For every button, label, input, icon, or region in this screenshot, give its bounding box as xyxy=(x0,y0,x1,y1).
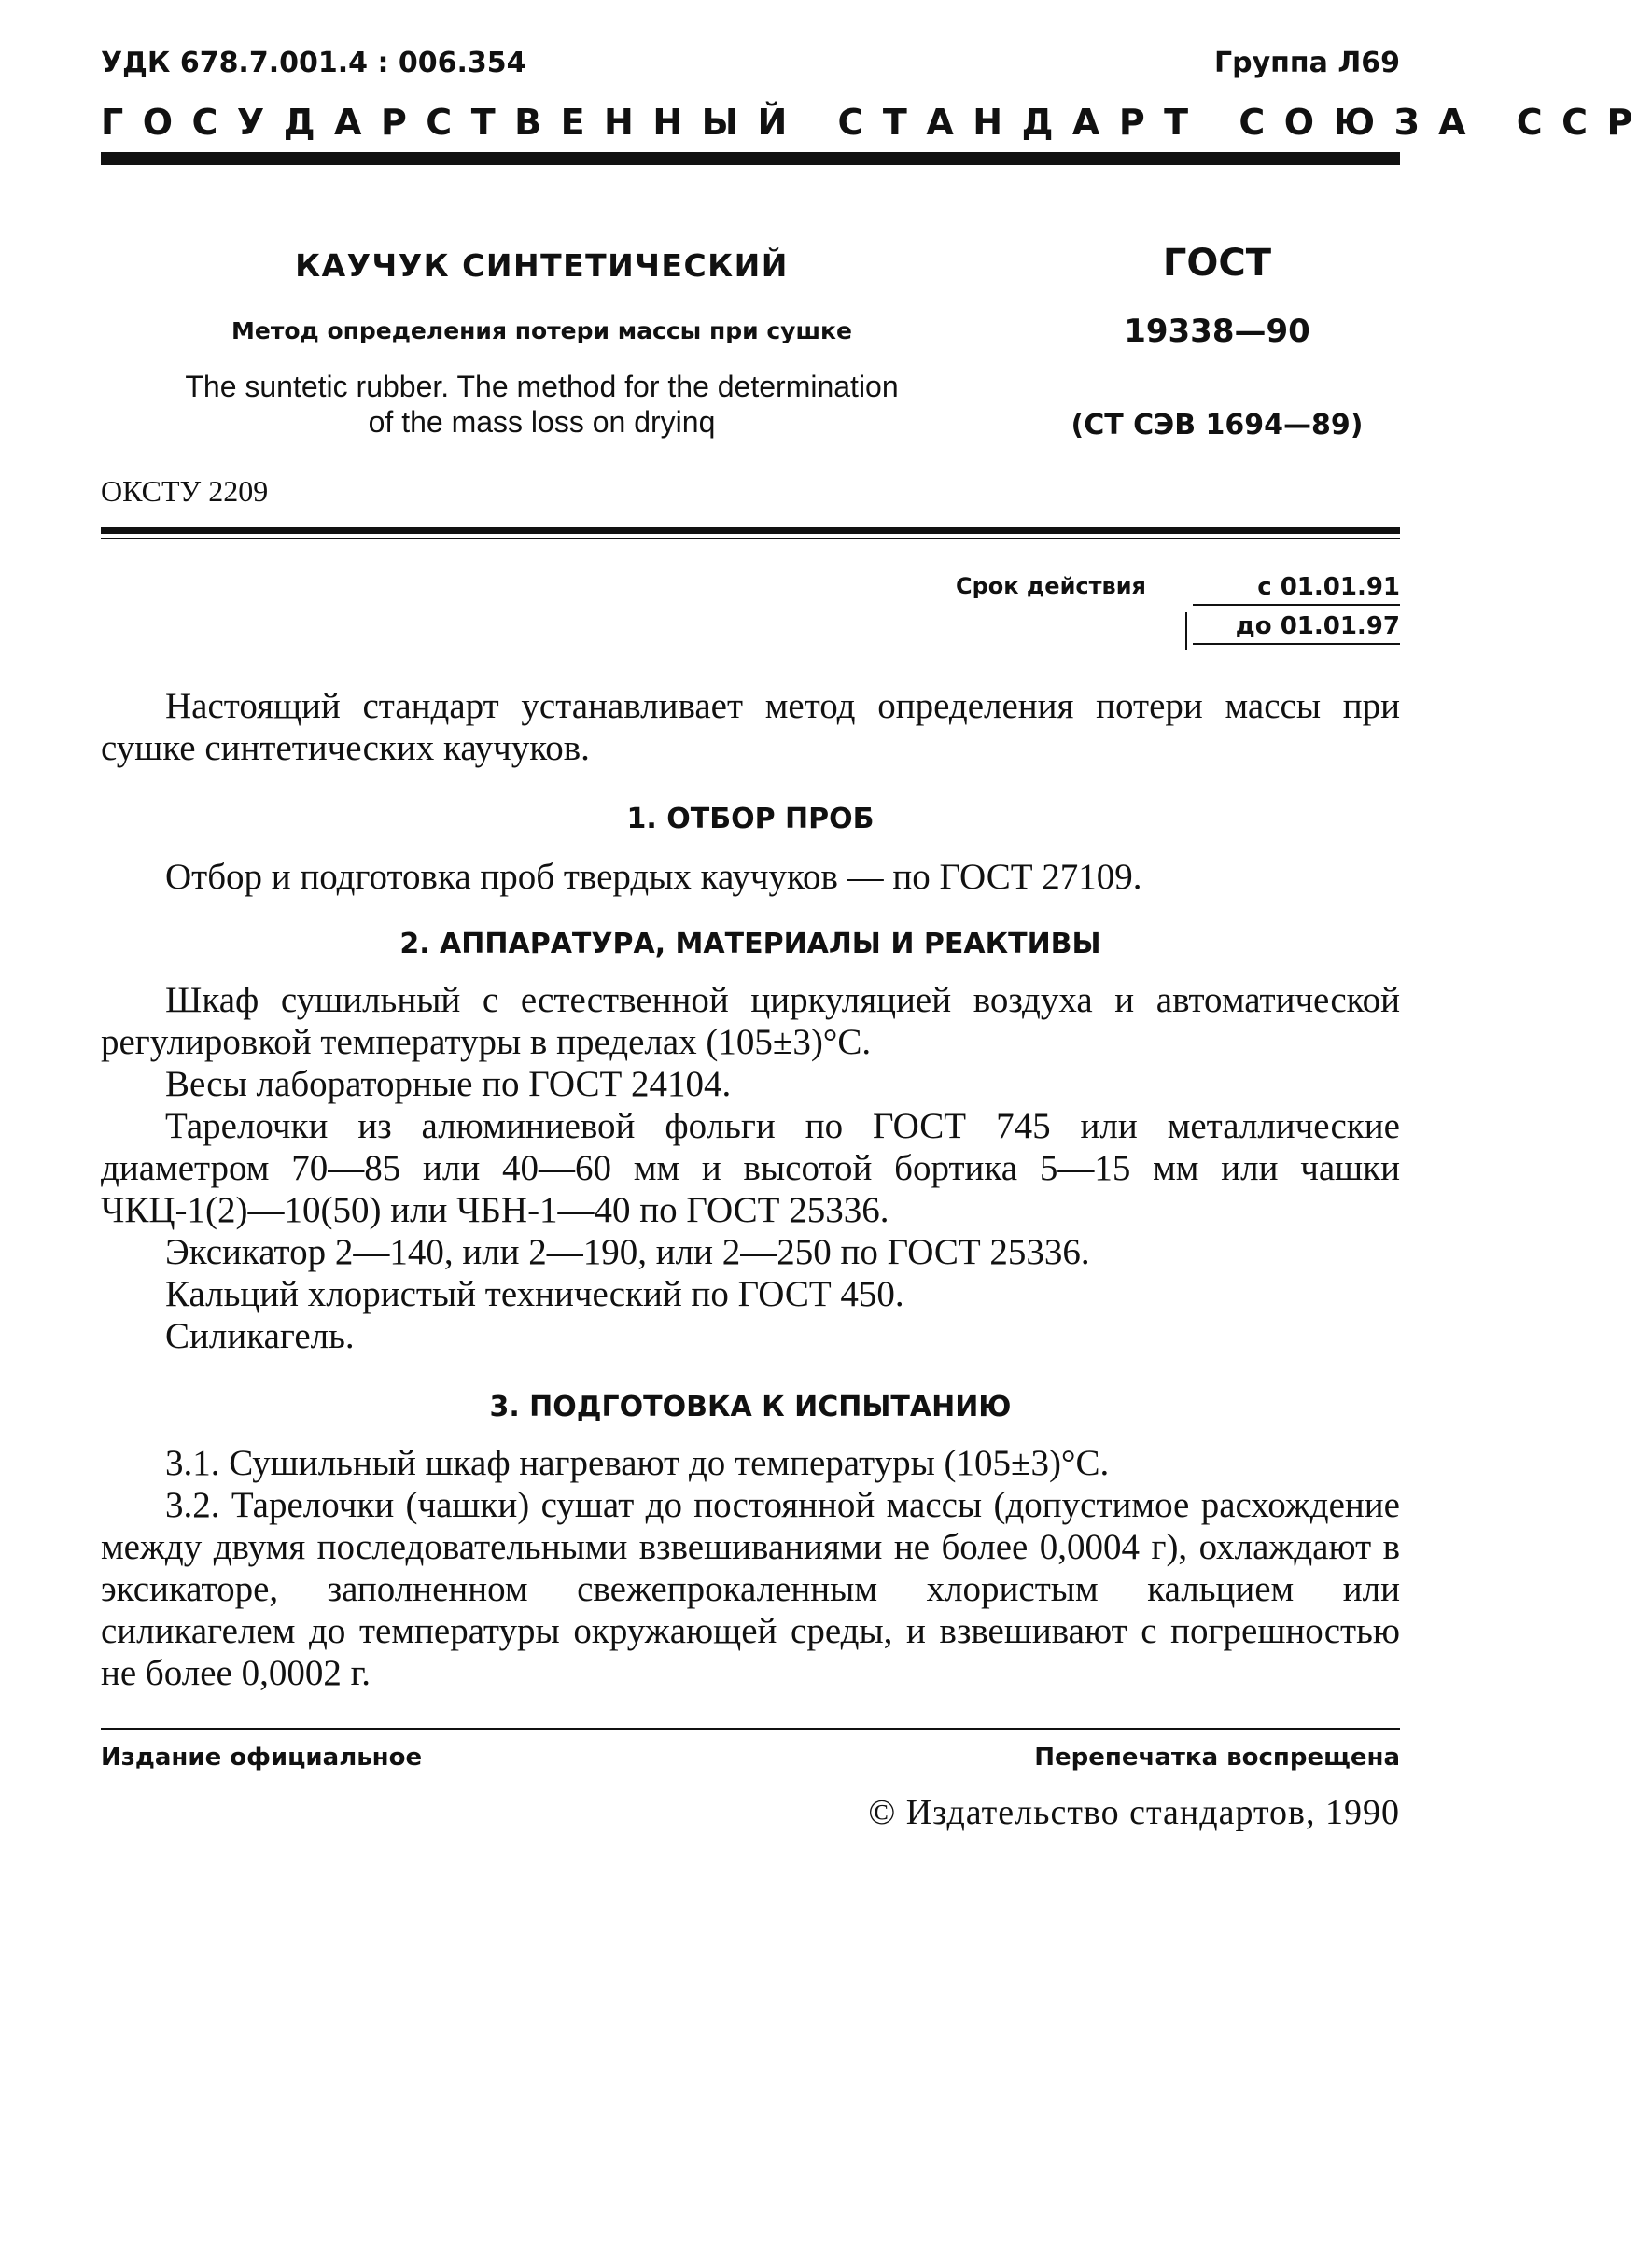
section-2-paragraph-1: Шкаф сушильный с естественной циркуляцией воздуха и автоматической регулировкой температуры в пределах (105±3)°С. xyxy=(101,980,1400,1062)
section-2-heading: 2. АППАРАТУРА, МАТЕРИАЛЫ И РЕАКТИВЫ xyxy=(399,928,1101,960)
section-1-heading: 1. ОТБОР ПРОБ xyxy=(626,803,875,835)
title-block xyxy=(101,242,1400,448)
header-rule xyxy=(101,152,1400,165)
section-1-paragraph-1: Отбор и подготовка проб твердых каучуков — по ГОСТ 27109. xyxy=(165,857,1142,897)
validity-bracket xyxy=(1185,612,1187,650)
english-title xyxy=(101,369,983,440)
document-subtitle: Метод определения потери массы при сушке xyxy=(231,317,852,344)
document-page xyxy=(101,47,1652,1833)
footer-row xyxy=(101,1744,1400,1772)
section-2-paragraph-2: Весы лабораторные по ГОСТ 24104. xyxy=(165,1064,732,1104)
copyright-line: © Издательство стандартов, 1990 xyxy=(868,1793,1400,1832)
english-title-line-2: of the mass loss on dryinq xyxy=(368,405,716,439)
title-rule-thin xyxy=(101,538,1400,539)
st-sev-number: (СТ СЭВ 1694—89) xyxy=(1071,409,1364,441)
reprint-prohibited-label: Перепечатка воспрещена xyxy=(1034,1744,1400,1772)
english-title-line-1: The suntetic rubber. The method for the determination xyxy=(185,370,899,403)
gost-label: ГОСТ xyxy=(1162,242,1272,285)
group-code: Группа Л69 xyxy=(1214,47,1400,79)
gost-number: 19338—90 xyxy=(1124,313,1310,350)
section-2-body xyxy=(101,979,1400,1357)
section-3-paragraph-1: 3.1. Сушильный шкаф нагревают до температуры (105±3)°С. xyxy=(165,1443,1110,1483)
section-2-paragraph-4: Эксикатор 2—140, или 2—190, или 2—250 по ГОСТ 25336. xyxy=(165,1232,1090,1272)
header-row xyxy=(101,47,1400,79)
section-2-paragraph-6: Силикагель. xyxy=(165,1316,355,1356)
validity-to: до 01.01.97 xyxy=(1193,612,1400,645)
okstu-code: ОКСТУ 2209 xyxy=(101,474,269,508)
document-title: КАУЧУК СИНТЕТИЧЕСКИЙ xyxy=(295,247,789,284)
validity-block xyxy=(101,566,1400,678)
section-3-body xyxy=(101,1442,1400,1694)
section-2-paragraph-3: Тарелочки из алюминиевой фольги по ГОСТ 745 или металлические диаметром 70—85 или 40—60 мм и высотой бортика 5—15 мм или чашки ЧКЦ-1(2)—10(50) или ЧБН-1—40 по ГОСТ 25336. xyxy=(101,1106,1400,1230)
section-3-paragraph-2: 3.2. Тарелочки (чашки) сушат до постоянной массы (допустимое расхождение между двумя последовательными взвешиваниями не более 0,0004 г), охлаждают в эксикаторе, заполненном свежепрокаленным хлористым кальцием или силикагелем до температуры окружающей среды, и взвешивают с погрешностью не более 0,0002 г. xyxy=(101,1485,1400,1693)
validity-from: с 01.01.91 xyxy=(1193,573,1400,606)
section-3-heading: 3. ПОДГОТОВКА К ИСПЫТАНИЮ xyxy=(489,1391,1012,1423)
section-2-paragraph-5: Кальций хлористый технический по ГОСТ 450. xyxy=(165,1274,904,1314)
intro-paragraph: Настоящий стандарт устанавливает метод определения потери массы при сушке синтетических каучуков. xyxy=(101,686,1400,768)
udk-code: УДК 678.7.001.4 : 006.354 xyxy=(101,47,526,79)
footer-rule xyxy=(101,1728,1400,1730)
title-rule-thick xyxy=(101,527,1400,534)
validity-label: Срок действия xyxy=(956,573,1146,599)
union-standard-title: ГОСУДАРСТВЕННЫЙ СТАНДАРТ СОЮЗА ССР xyxy=(101,102,1652,143)
official-edition-label: Издание официальное xyxy=(101,1744,423,1772)
